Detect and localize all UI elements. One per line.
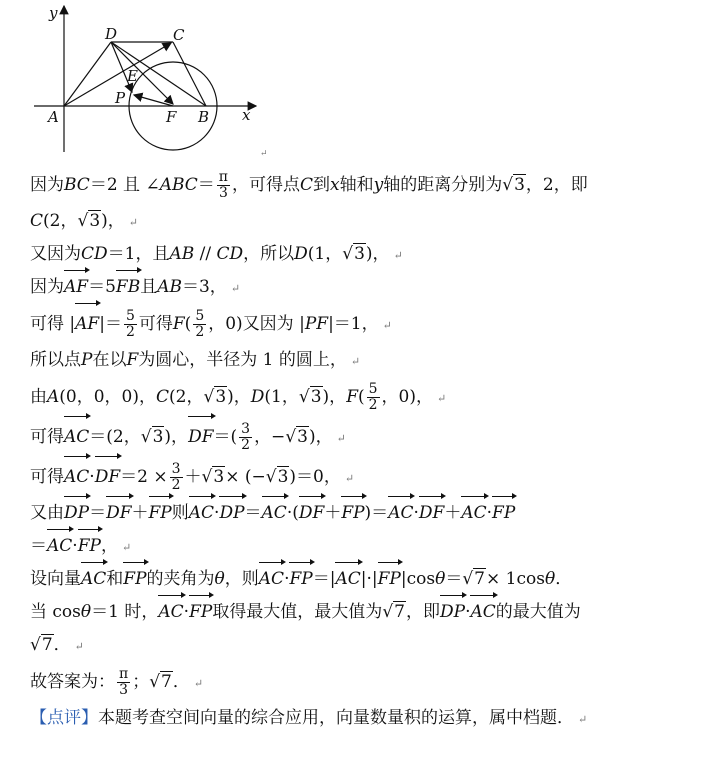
segment-cb <box>173 42 206 106</box>
line-1: 因为BC＝2 且 ∠ABC＝ $\frac{\pi}{3}$ ，可得点C到x轴和y轴的距离分别为√3，2，即 <box>30 169 588 201</box>
label-p: P <box>115 89 126 107</box>
line-6: 所以点P在以F为圆心，半径为 1 的圆上， ↵ <box>30 350 361 370</box>
label-y: y <box>49 4 58 22</box>
segment-ad <box>64 42 111 106</box>
line-8: 可得AC＝(2，√3)，DF＝( $\frac{3}{2}$ ，−√3)， ↵ <box>30 417 710 457</box>
label-a: A <box>48 108 59 126</box>
line-9: 可得AC·DF＝2 × $\frac{3}{2}$ ＋√3× (−√3)＝0， ↵ <box>30 457 710 497</box>
comment-tag: 【点评】 <box>30 708 98 728</box>
vector-fp <box>134 95 173 106</box>
label-f: F <box>166 108 177 126</box>
line-12: 设向量AC和FP的夹角为θ，则AC·FP＝|AC|·|FP|cosθ＝√7× 1cosθ． <box>30 563 710 596</box>
line-3: 又因为CD＝1，且AB // CD，所以D(1，√3)， ↵ <box>30 244 403 264</box>
solution-text <box>30 165 710 735</box>
line-7: 由A(0，0，0)，C(2，√3)，D(1，√3)，F( $\frac{5}{2}$ ，0)， ↵ <box>30 381 447 413</box>
line-14: √7． ↵ <box>30 635 84 655</box>
comment-text: 本题考查空间向量的综合应用，向量数量积的运算，属中档题． <box>98 708 574 728</box>
return-mark-figure: ↵ <box>260 149 268 159</box>
label-d: D <box>105 25 118 43</box>
label-e: E <box>127 67 138 85</box>
line-11: ＝AC·FP， ↵ <box>30 530 710 563</box>
label-c: C <box>173 26 185 44</box>
label-x: x <box>242 106 251 124</box>
line-5: 可得 |AF|＝ $\frac{5}{2}$ 可得F( $\frac{5}{2}$ ，0)又因为 |PF|＝1， ↵ <box>30 304 710 344</box>
line-10: 又由DP＝DF＋FP则AC·DP＝AC·(DF＋FP)＝AC·DF＋AC·FP <box>30 497 710 530</box>
label-b: B <box>198 108 210 126</box>
line-16-comment: 【点评】本题考查空间向量的综合应用，向量数量积的运算，属中档题． ↵ <box>30 708 588 728</box>
geometry-figure <box>28 0 278 160</box>
line-15: 故答案为： $\frac{\pi}{3}$ ；√7． ↵ <box>30 666 204 698</box>
line-13: 当 cosθ＝1 时，AC·FP取得最大值，最大值为√7，即DP·AC的最大值为 <box>30 596 710 629</box>
line-2: C(2，√3)， ↵ <box>30 211 138 231</box>
segment-db <box>111 42 206 106</box>
line-4: 因为AF＝5FB且AB＝3， ↵ <box>30 271 710 304</box>
